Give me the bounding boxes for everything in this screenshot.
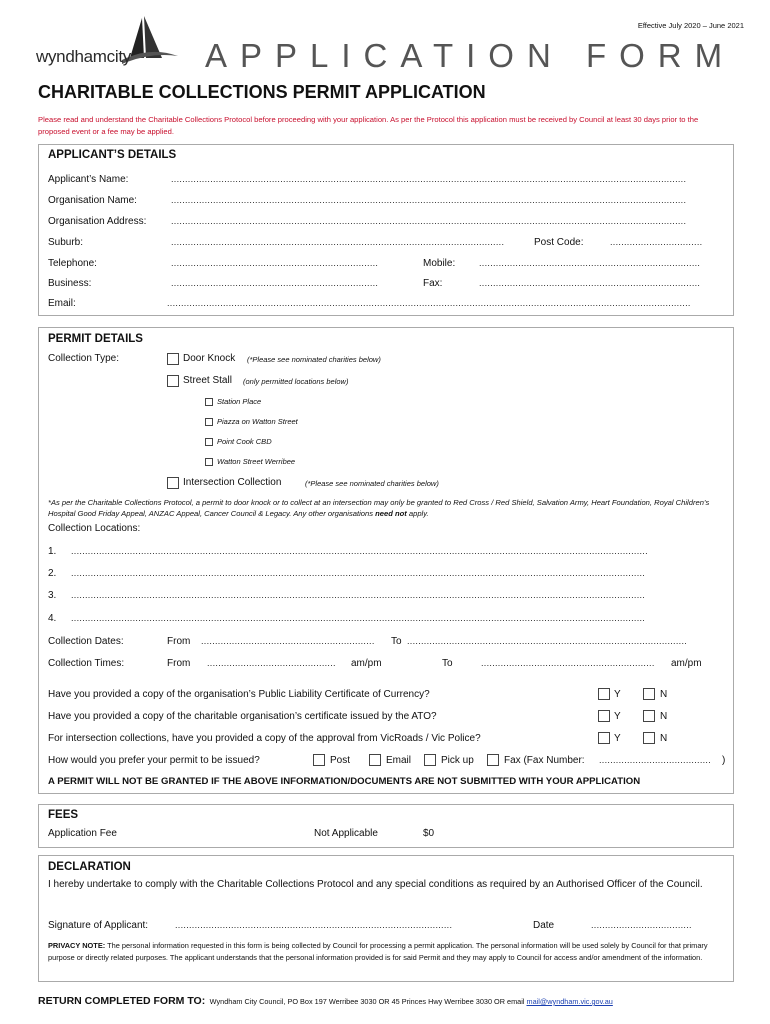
org-name-field[interactable]: ........................................................................................................................................................................................ bbox=[171, 195, 687, 205]
dates-from-label: From bbox=[167, 636, 191, 647]
times-from-field[interactable]: .............................................. bbox=[207, 658, 336, 668]
telephone-label: Telephone: bbox=[48, 258, 97, 269]
liability-yes-checkbox[interactable] bbox=[598, 688, 610, 700]
street-stall-label: Street Stall bbox=[183, 375, 232, 386]
location-3-field[interactable]: ............................................................................................................................................................................................................. bbox=[71, 590, 646, 600]
point-cook-label: Point Cook CBD bbox=[217, 437, 272, 446]
return-address: Wyndham City Council, PO Box 197 Werribee 3030 OR 45 Princes Hwy Werribee 3030 OR email bbox=[209, 997, 527, 1006]
privacy-note: PRIVACY NOTE: The personal information requested in this form is being collected by Council for processing a permit application. The personal information will be used solely by Council for that primary purpose or directly related purposes. The applicant understands that the personal information provided is for said Permit and they may apply to Council for access and/or amendment of the information. bbox=[48, 941, 708, 962]
applicant-details-section bbox=[38, 144, 734, 316]
post-checkbox[interactable] bbox=[313, 754, 325, 766]
liability-yes-label: Y bbox=[614, 689, 621, 700]
permit-details-section bbox=[38, 327, 734, 794]
door-knock-note: (*Please see nominated charities below) bbox=[247, 355, 381, 364]
vicroads-yes-label: Y bbox=[614, 733, 621, 744]
fax-option-label: Fax (Fax Number: bbox=[504, 755, 585, 766]
signature-field[interactable]: ................................................................................................... bbox=[175, 920, 453, 930]
signature-label: Signature of Applicant: bbox=[48, 920, 149, 931]
applicant-name-label: Applicant’s Name: bbox=[48, 174, 129, 185]
liability-no-checkbox[interactable] bbox=[643, 688, 655, 700]
effective-date: Effective July 2020 – June 2021 bbox=[637, 21, 744, 30]
charity-note: *As per the Charitable Collections Protocol, a permit to door knock or to collect at an intersection may only be granted to Red Cross / Red Shield, Salvation Army, Heart Foundation, Royal Children’s Hospital Good Friday Appeal, ANZAC Appeal, Cancer Council & Legacy. Any other organisations need not apply. bbox=[48, 498, 710, 518]
intersection-note: (*Please see nominated charities below) bbox=[305, 479, 439, 488]
times-to-field[interactable]: .............................................................. bbox=[481, 658, 655, 668]
dates-from-field[interactable]: .............................................................. bbox=[201, 636, 375, 646]
times-from-ampm: am/pm bbox=[351, 658, 382, 669]
intersection-checkbox[interactable] bbox=[167, 477, 179, 489]
business-field[interactable]: .......................................................................... bbox=[171, 278, 379, 288]
watton-street-checkbox[interactable] bbox=[205, 458, 213, 466]
location-2-field[interactable]: ............................................................................................................................................................................................................. bbox=[71, 568, 646, 578]
liability-question: Have you provided a copy of the organisation’s Public Liability Certificate of Currency? bbox=[48, 689, 430, 700]
email-checkbox[interactable] bbox=[369, 754, 381, 766]
ato-yes-label: Y bbox=[614, 711, 621, 722]
suburb-field[interactable]: ....................................................................................................................... bbox=[171, 237, 505, 247]
street-stall-note: (only permitted locations below) bbox=[243, 377, 349, 386]
liability-no-label: N bbox=[660, 689, 668, 700]
door-knock-checkbox[interactable] bbox=[167, 353, 179, 365]
fees-section bbox=[38, 804, 734, 848]
permit-warning: A PERMIT WILL NOT BE GRANTED IF THE ABOVE INFORMATION/DOCUMENTS ARE NOT SUBMITTED WITH YOUR APPLICATION bbox=[48, 776, 641, 787]
telephone-field[interactable]: .......................................................................... bbox=[171, 258, 379, 268]
fax-checkbox[interactable] bbox=[487, 754, 499, 766]
page-title: CHARITABLE COLLECTIONS PERMIT APPLICATION bbox=[38, 82, 486, 102]
org-address-label: Organisation Address: bbox=[48, 216, 147, 227]
mobile-label: Mobile: bbox=[423, 258, 456, 269]
fax-close-paren: ) bbox=[722, 755, 726, 766]
station-place-label: Station Place bbox=[217, 397, 262, 406]
suburb-label: Suburb: bbox=[48, 237, 84, 248]
location-1-field[interactable]: .............................................................................................................................................................................................................. bbox=[71, 546, 648, 556]
door-knock-label: Door Knock bbox=[183, 353, 236, 364]
logo-text: wyndhamcity bbox=[36, 47, 131, 66]
collection-type-label: Collection Type: bbox=[48, 353, 119, 364]
pickup-checkbox[interactable] bbox=[424, 754, 436, 766]
station-place-checkbox[interactable] bbox=[205, 398, 213, 406]
vicroads-no-label: N bbox=[660, 733, 668, 744]
fee-amount: $0 bbox=[423, 828, 435, 839]
vicroads-yes-checkbox[interactable] bbox=[598, 732, 610, 744]
post-label: Post bbox=[330, 755, 351, 766]
declaration-heading: DECLARATION bbox=[48, 861, 131, 873]
location-4-number: 4. bbox=[48, 613, 57, 624]
times-from-label: From bbox=[167, 658, 191, 669]
fax-number-field[interactable]: ........................................ bbox=[599, 755, 712, 765]
dates-to-label: To bbox=[391, 636, 402, 647]
street-stall-checkbox[interactable] bbox=[167, 375, 179, 387]
mobile-field[interactable]: ............................................................................... bbox=[479, 258, 701, 268]
ato-no-checkbox[interactable] bbox=[643, 710, 655, 722]
dates-to-field[interactable]: .................................................................................................... bbox=[407, 636, 688, 646]
intro-note: Please read and understand the Charitable Collections Protocol before proceeding with your application. As per the Protocol this application must be received by Council at least 30 days prior to the proposed event or a fee may be applied. bbox=[38, 115, 699, 136]
piazza-checkbox[interactable] bbox=[205, 418, 213, 426]
email-field[interactable]: ........................................................................................................................................................................................... bbox=[167, 298, 691, 308]
postcode-label: Post Code: bbox=[534, 237, 584, 248]
return-form-footer bbox=[38, 991, 613, 1009]
point-cook-checkbox[interactable] bbox=[205, 438, 213, 446]
collection-locations-label: Collection Locations: bbox=[48, 523, 141, 534]
applicant-heading: APPLICANT’S DETAILS bbox=[48, 149, 177, 161]
fax-field[interactable]: ............................................................................... bbox=[479, 278, 701, 288]
location-1-number: 1. bbox=[48, 546, 57, 557]
declaration-section bbox=[38, 855, 734, 982]
ato-question: Have you provided a copy of the charitable organisation’s certificate issued by the ATO? bbox=[48, 711, 437, 722]
vicroads-question: For intersection collections, have you provided a copy of the approval from VicRoads / Vic Police? bbox=[48, 733, 481, 744]
issue-method-question: How would you prefer your permit to be issued? bbox=[48, 755, 260, 766]
org-name-label: Organisation Name: bbox=[48, 195, 137, 206]
business-label: Business: bbox=[48, 278, 92, 289]
collection-dates-label: Collection Dates: bbox=[48, 636, 124, 647]
return-label: RETURN COMPLETED FORM TO: bbox=[38, 995, 206, 1007]
intersection-label: Intersection Collection bbox=[183, 477, 282, 488]
postcode-field[interactable]: ................................. bbox=[610, 237, 703, 247]
location-2-number: 2. bbox=[48, 568, 57, 579]
form-label: APPLICATION FORM bbox=[205, 37, 736, 74]
watton-street-label: Watton Street Werribee bbox=[217, 457, 296, 466]
location-3-number: 3. bbox=[48, 590, 57, 601]
fee-status: Not Applicable bbox=[314, 828, 378, 839]
vicroads-no-checkbox[interactable] bbox=[643, 732, 655, 744]
piazza-label: Piazza on Watton Street bbox=[217, 417, 298, 426]
date-field[interactable]: .................................... bbox=[591, 920, 692, 930]
ato-no-label: N bbox=[660, 711, 668, 722]
application-fee-label: Application Fee bbox=[48, 828, 117, 839]
date-label: Date bbox=[533, 920, 555, 931]
email-option-label: Email bbox=[386, 755, 412, 766]
declaration-text: I hereby undertake to comply with the Charitable Collections Protocol and any special conditions as required by an Authorised Officer of the Council. bbox=[48, 879, 703, 890]
permit-heading: PERMIT DETAILS bbox=[48, 333, 143, 345]
pickup-label: Pick up bbox=[441, 755, 474, 766]
collection-times-label: Collection Times: bbox=[48, 658, 125, 669]
times-to-ampm: am/pm bbox=[671, 658, 702, 669]
fax-label: Fax: bbox=[423, 278, 443, 289]
email-label: Email: bbox=[48, 298, 76, 309]
ato-yes-checkbox[interactable] bbox=[598, 710, 610, 722]
location-4-field[interactable]: ............................................................................................................................................................................................................. bbox=[71, 613, 646, 623]
return-email-link[interactable]: mail@wyndham.vic.gov.au bbox=[526, 997, 613, 1006]
fees-heading: FEES bbox=[48, 809, 79, 821]
times-to-label: To bbox=[442, 658, 453, 669]
org-address-field[interactable]: ........................................................................................................................................................................................ bbox=[171, 216, 687, 226]
applicant-name-field[interactable]: ........................................................................................................................................................................................ bbox=[171, 174, 687, 184]
